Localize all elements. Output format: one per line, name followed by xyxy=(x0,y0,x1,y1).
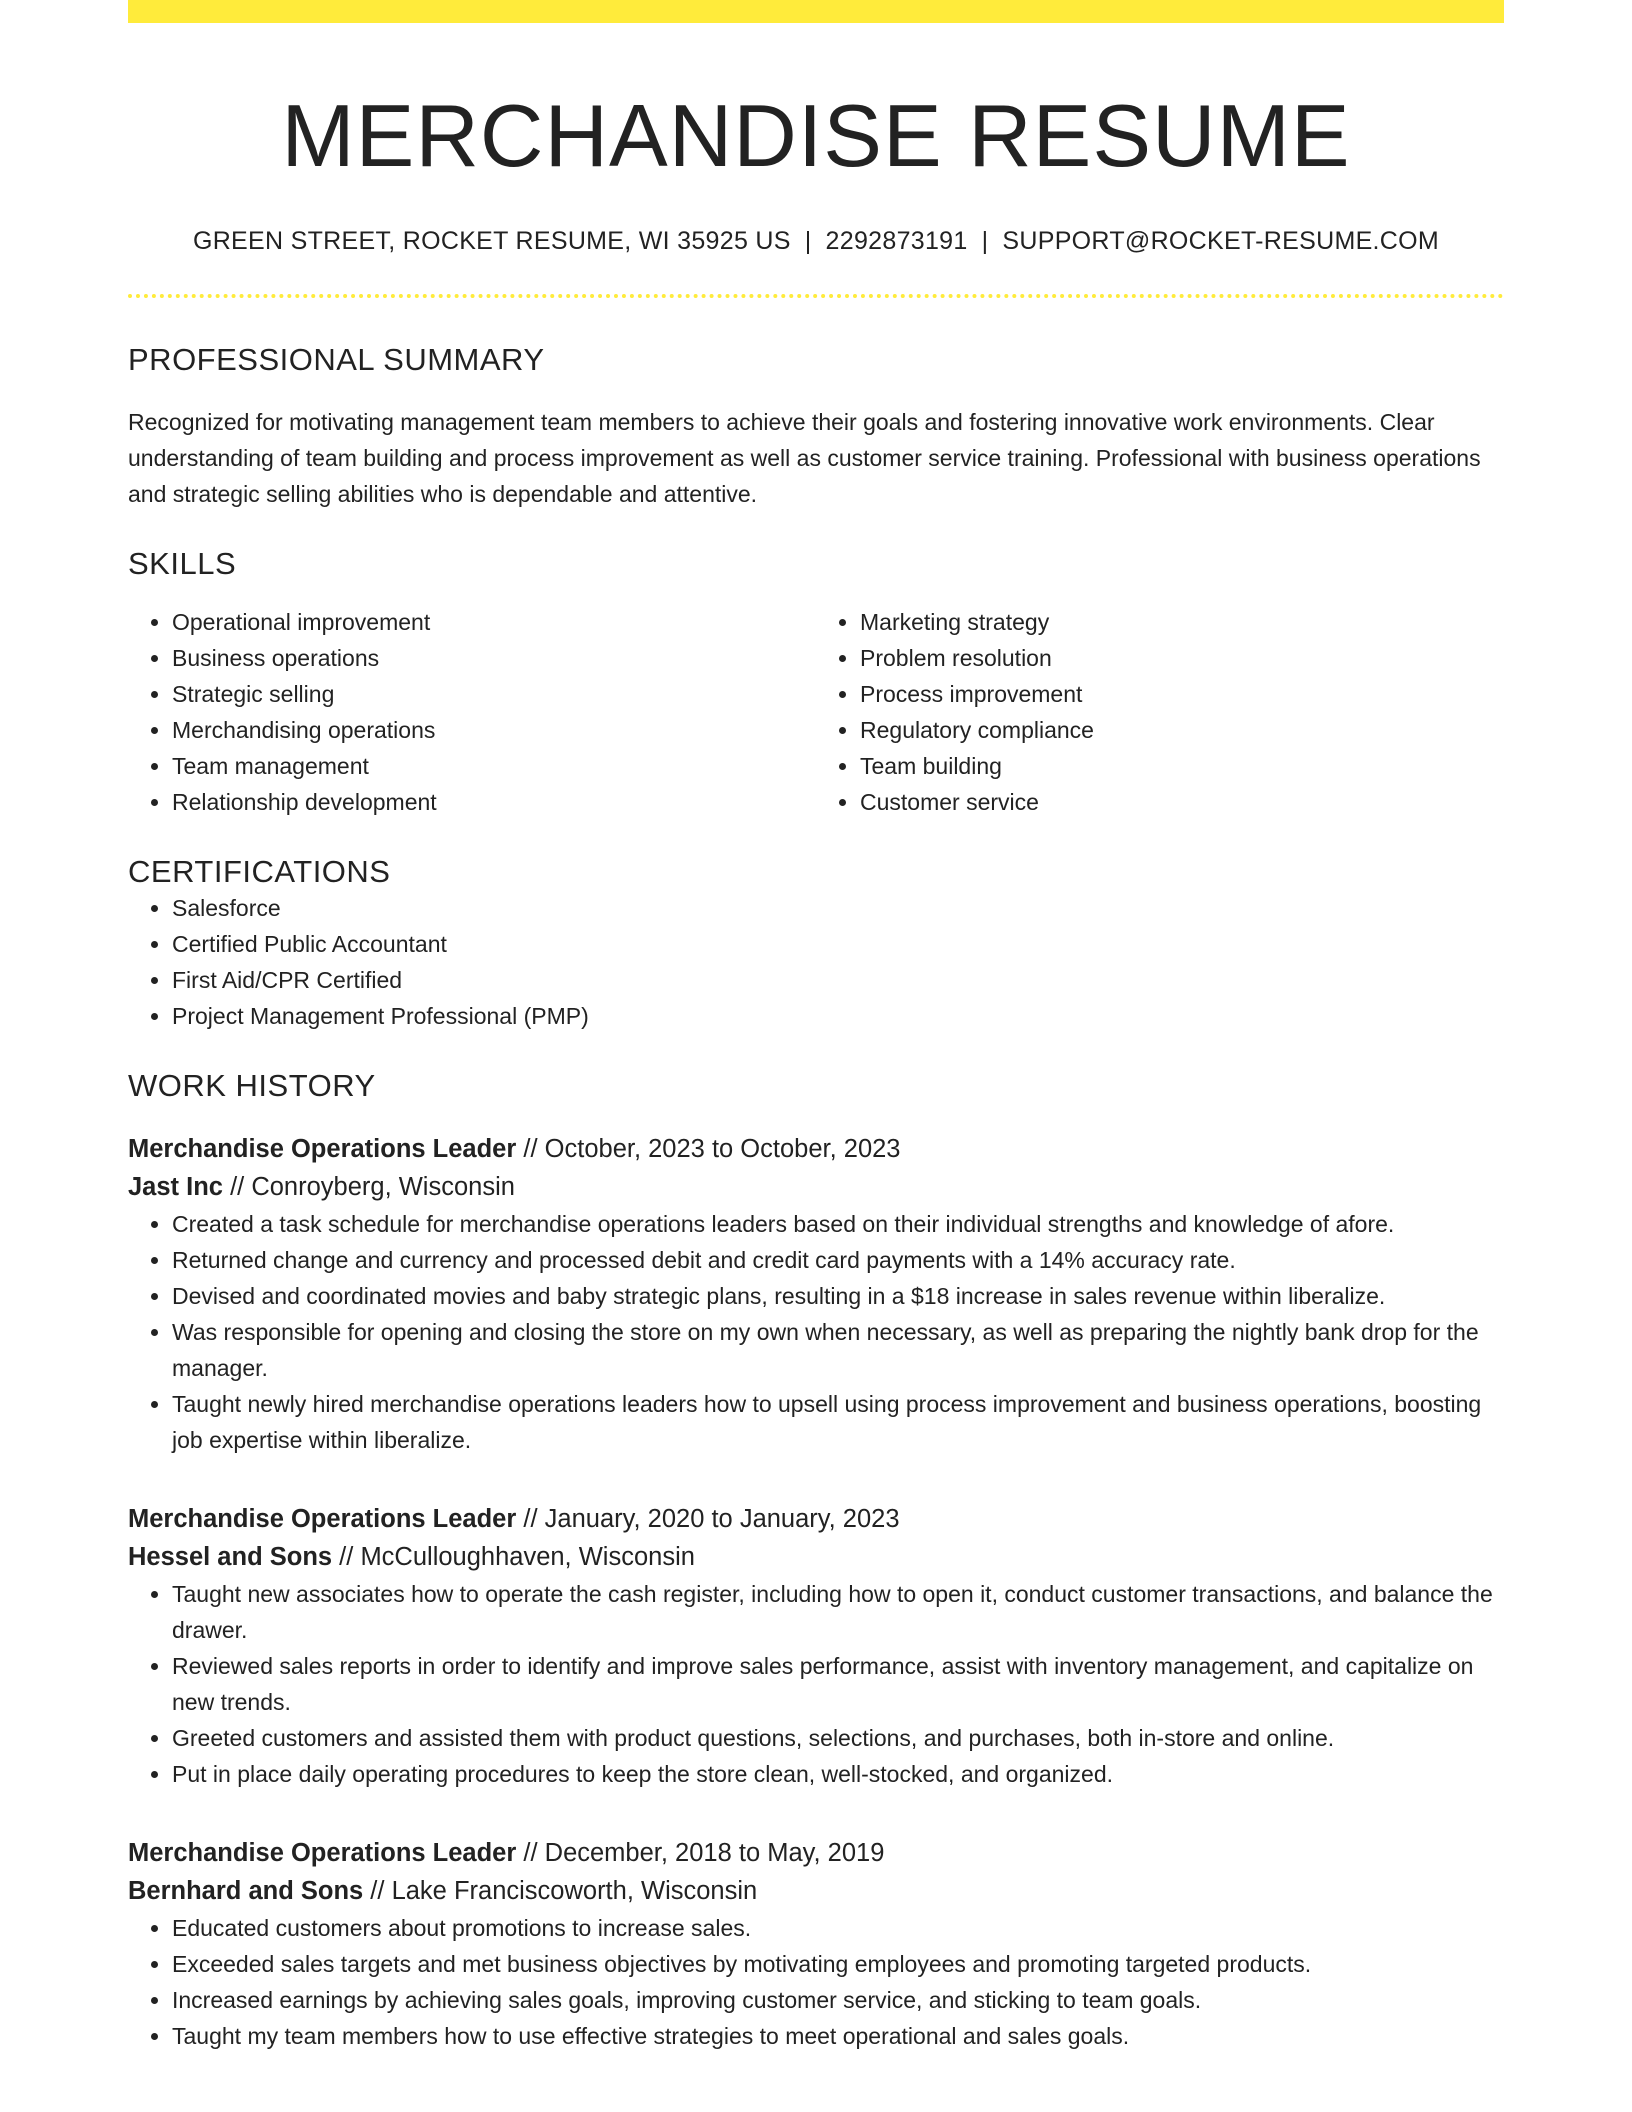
skills-heading: SKILLS xyxy=(128,545,237,581)
contact-separator: | xyxy=(981,226,989,255)
job-divider: // xyxy=(230,1172,245,1201)
job-bullet-list xyxy=(128,1910,1504,2054)
skill-item: • Process improvement xyxy=(860,676,1504,712)
job-divider: // xyxy=(370,1876,385,1905)
skills-list-left xyxy=(128,604,816,820)
summary-text: Recognized for motivating management team members to achieve their goals and fostering innovative work environments. Clear understanding of team building and process improvement as well as customer service training. Professional with business operations and strategic selling abilities who is dependable and attentive. xyxy=(128,408,1481,507)
job-divider: // xyxy=(523,1504,538,1533)
summary-heading: PROFESSIONAL SUMMARY xyxy=(128,341,545,377)
top-accent-bar xyxy=(128,0,1504,23)
job-divider: // xyxy=(523,1838,538,1867)
job-divider: // xyxy=(339,1542,354,1571)
skill-item: • Merchandising operations xyxy=(172,712,816,748)
job-bullet: • Was responsible for opening and closing the store on my own when necessary, as well as preparing the nightly bank drop for the manager. xyxy=(172,1314,1504,1386)
certification-item: • Salesforce xyxy=(172,890,1504,926)
skill-item: • Operational improvement xyxy=(172,604,816,640)
skill-item: • Relationship development xyxy=(172,784,816,820)
job-bullet: • Exceeded sales targets and met business objectives by motivating employees and promoting targeted products. xyxy=(172,1946,1504,1982)
job-bullet: • Reviewed sales reports in order to identify and improve sales performance, assist with inventory management, and capitalize on new trends. xyxy=(172,1648,1504,1720)
job-company: Bernhard and Sons xyxy=(128,1876,364,1905)
contact-phone: 2292873191 xyxy=(825,226,968,255)
skill-item: • Regulatory compliance xyxy=(860,712,1504,748)
job-bullet: • Educated customers about promotions to increase sales. xyxy=(172,1910,1504,1946)
resume-page xyxy=(128,0,1504,2054)
skill-item: • Business operations xyxy=(172,640,816,676)
job-position: Merchandise Operations Leader xyxy=(128,1838,517,1867)
contact-email: SUPPORT@ROCKET-RESUME.COM xyxy=(1002,226,1440,255)
job-title-line xyxy=(128,1500,1504,1538)
job-bullet: • Created a task schedule for merchandise operations leaders based on their individual strengths and knowledge of afore. xyxy=(172,1206,1504,1242)
certification-item: • Project Management Professional (PMP) xyxy=(172,998,1504,1034)
skill-item: • Problem resolution xyxy=(860,640,1504,676)
job-bullet: • Increased earnings by achieving sales goals, improving customer service, and sticking to team goals. xyxy=(172,1982,1504,2018)
resume-title: MERCHANDISE RESUME xyxy=(281,86,1351,185)
job-bullet-list xyxy=(128,1576,1504,1792)
job-bullet-list xyxy=(128,1206,1504,1458)
skill-item: • Strategic selling xyxy=(172,676,816,712)
certifications-heading: CERTIFICATIONS xyxy=(128,853,391,889)
skills-grid xyxy=(128,604,1504,820)
job-company: Hessel and Sons xyxy=(128,1542,333,1571)
job-bullet: • Taught my team members how to use effective strategies to meet operational and sales goals. xyxy=(172,2018,1504,2054)
job-company-line xyxy=(128,1872,1504,1910)
job-location: McCulloughhaven, Wisconsin xyxy=(360,1542,695,1571)
job-bullet: • Greeted customers and assisted them with product questions, selections, and purchases, both in-store and online. xyxy=(172,1720,1504,1756)
skill-item: • Team building xyxy=(860,748,1504,784)
job-bullet: • Taught new associates how to operate the cash register, including how to open it, conduct customer transactions, and balance the drawer. xyxy=(172,1576,1504,1648)
job-bullet: • Taught newly hired merchandise operations leaders how to upsell using process improvement and business operations, boosting job expertise within liberalize. xyxy=(172,1386,1504,1458)
job-entry xyxy=(128,1500,1504,1792)
contact-separator: | xyxy=(804,226,812,255)
job-dates: October, 2023 to October, 2023 xyxy=(544,1134,901,1163)
contact-line xyxy=(128,227,1504,256)
job-title-line xyxy=(128,1834,1504,1872)
job-dates: January, 2020 to January, 2023 xyxy=(544,1504,900,1533)
job-location: Lake Franciscoworth, Wisconsin xyxy=(391,1876,758,1905)
skill-item: • Marketing strategy xyxy=(860,604,1504,640)
work-history-heading: WORK HISTORY xyxy=(128,1067,376,1103)
skill-item: • Customer service xyxy=(860,784,1504,820)
job-entry xyxy=(128,1834,1504,2054)
job-entry xyxy=(128,1130,1504,1458)
job-position: Merchandise Operations Leader xyxy=(128,1134,517,1163)
job-title-line xyxy=(128,1130,1504,1168)
job-dates: December, 2018 to May, 2019 xyxy=(544,1838,885,1867)
skill-item: • Team management xyxy=(172,748,816,784)
skills-list-right xyxy=(816,604,1504,820)
job-bullet: • Returned change and currency and processed debit and credit card payments with a 14% accuracy rate. xyxy=(172,1242,1504,1278)
job-company-line xyxy=(128,1168,1504,1206)
job-company-line xyxy=(128,1538,1504,1576)
job-bullet: • Devised and coordinated movies and baby strategic plans, resulting in a $18 increase in sales revenue within liberalize. xyxy=(172,1278,1504,1314)
certifications-list xyxy=(128,890,1504,1034)
certification-item: • Certified Public Accountant xyxy=(172,926,1504,962)
job-company: Jast Inc xyxy=(128,1172,223,1201)
job-location: Conroyberg, Wisconsin xyxy=(251,1172,515,1201)
certification-item: • First Aid/CPR Certified xyxy=(172,962,1504,998)
job-divider: // xyxy=(523,1134,538,1163)
job-position: Merchandise Operations Leader xyxy=(128,1504,517,1533)
header-divider xyxy=(128,294,1504,298)
contact-address: GREEN STREET, ROCKET RESUME, WI 35925 US xyxy=(192,226,791,255)
job-bullet: • Put in place daily operating procedures to keep the store clean, well-stocked, and organized. xyxy=(172,1756,1504,1792)
